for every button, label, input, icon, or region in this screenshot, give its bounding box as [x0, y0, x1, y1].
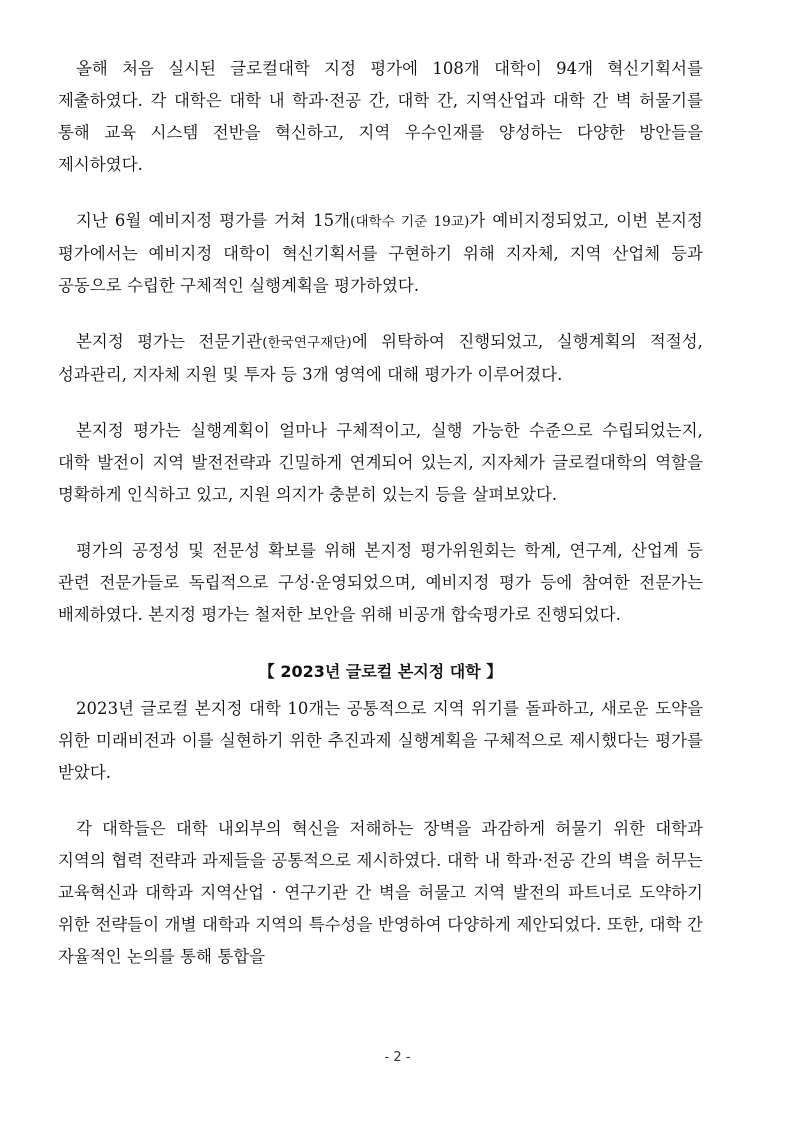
paragraph-criteria: 본지정 평가는 실행계획이 얼마나 구체적이고, 실행 가능한 수준으로 수립되었는지, 대학 발전이 지역 발전전략과 긴밀하게 연계되어 있는지, 지자체가 글로컬대학의 역할을 명확하게 인식하고 있고, 지원 의지가 충분히 있는지 등을 살펴보았다. [58, 421, 703, 504]
paragraph-text: 에 위탁하여 진행되었고, 실행계획의 적절성, 성과관리, 지자체 지원 및 투자 등 3개 영역에 대해 평가가 이루어졌다. [58, 332, 703, 384]
document-body [58, 53, 703, 997]
paragraph-text: 본지정 평가는 전문기관 [76, 332, 263, 351]
paragraph-agency [58, 326, 703, 391]
parenthetical-note: (대학수 기준 19교) [350, 214, 470, 230]
paragraph-selected-universities: 2023년 글로컬 본지정 대학 10개는 공통적으로 지역 위기를 돌파하고, 새로운 도약을 위한 미래비전과 이를 실현하기 위한 추진과제 실행계획을 구체적으로 제시했다는 평가를 받았다. [58, 699, 703, 782]
page-number: - 2 - [384, 1050, 411, 1065]
paragraph-text: 가 예비지정되었고, 이번 본지정 평가에서는 예비지정 대학이 혁신기획서를 구현하기 위해 지자체, 지역 산업체 등과 공동으로 수립한 구체적인 실행계획을 평가하였다. [58, 211, 703, 295]
paragraph-submission: 올해 처음 실시된 글로컬대학 지정 평가에 108개 대학이 94개 혁신기획서를 제출하였다. 각 대학은 대학 내 학과·전공 간, 대학 간, 지역산업과 대학 간 벽 허물기를 통해 교육 시스템 전반을 혁신하고, 지역 우수인재를 양성하는 다양한 방안들을 제시하였다. [58, 59, 703, 174]
section-heading [58, 655, 703, 689]
parenthetical-note: (한국연구재단) [262, 335, 352, 351]
paragraph-text: 지난 6월 예비지정 평가를 거쳐 15개 [76, 211, 351, 230]
section-title-text: 2023년 글로컬 본지정 대학 [280, 662, 481, 681]
bracket-close: 】 [486, 662, 503, 681]
paragraph-fairness: 평가의 공정성 및 전문성 확보를 위해 본지정 평가위원회는 학계, 연구계, 산업계 등 관련 전문가들로 독립적으로 구성·운영되었으며, 예비지정 평가 등에 참여한 전문가는 배제하였다. 본지정 평가는 철저한 보안을 위해 비공개 합숙평가로 진행되었다. [58, 541, 703, 624]
paragraph-strategies: 각 대학들은 대학 내외부의 혁신을 저해하는 장벽을 과감하게 허물기 위한 대학과 지역의 협력 전략과 과제들을 공통적으로 제시하였다. 대학 내 학과·전공 간의 벽을 허무는 교육혁신과 대학과 지역산업 · 연구기관 간 벽을 허물고 지역 발전의 파트너로 도약하기 위한 전략들이 개별 대학과 지역의 특수성을 반영하여 다양하게 제안되었다. 또한, 대학 간 자율적인 논의를 통해 통합을 [58, 819, 703, 966]
bracket-open: 【 [258, 662, 275, 681]
paragraph-preliminary [58, 205, 703, 302]
